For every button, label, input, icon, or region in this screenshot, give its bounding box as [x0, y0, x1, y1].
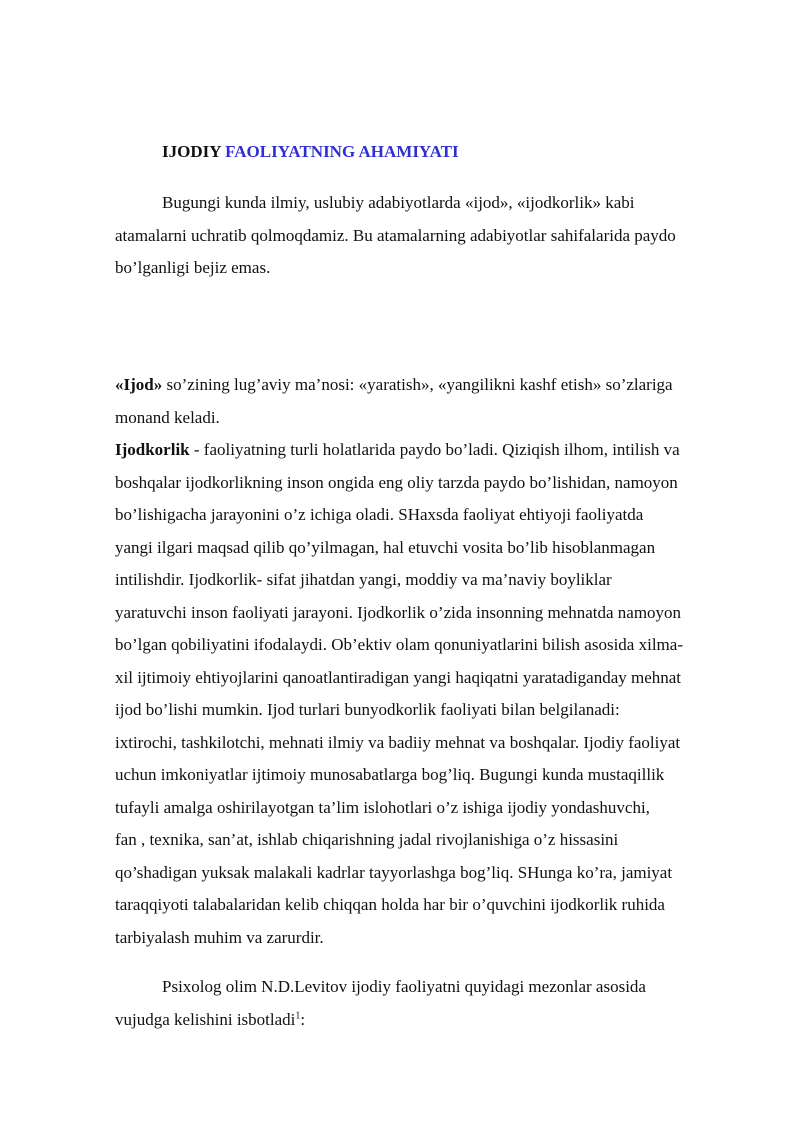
ijodkorlik-definition-line: [115, 434, 755, 467]
ijodkorlik-line: bo’lgan qobiliyatini ifodalaydi. Ob’ektiv olam qonuniyatlarini bilish asosida xilma-: [115, 635, 683, 654]
title-part-1: IJODIY: [162, 142, 221, 161]
ijod-definition-text: so’zining lug’aviy ma’nosi: «yaratish», «yangilikni kashf etish» so’zlariga: [162, 375, 673, 394]
ijodkorlik-line: boshqalar ijodkorlikning inson ongida eng oliy tarzda paydo bo’lishidan, namoyon: [115, 472, 678, 492]
ijodkorlik-line: uchun imkoniyatlar ijtimoiy munosabatlarga bog’liq. Bugungi kunda mustaqillik: [115, 765, 665, 784]
ijod-term: «Ijod»: [115, 375, 163, 394]
ijod-definition-paragraph: [115, 369, 755, 434]
levitov-colon: :: [300, 1009, 306, 1029]
ijodkorlik-definition-paragraph: [115, 434, 755, 954]
page-title: [162, 142, 459, 162]
ijodkorlik-line: yangi ilgari maqsad qilib qo’yilmagan, hal etuvchi vosita bo’lib hisoblanmagan: [115, 537, 656, 557]
ijodkorlik-line: bo’lishigacha jarayonini o’z ichiga oladi. SHaxsda faoliyat ehtiyoji faoliyatda: [115, 505, 644, 524]
ijodkorlik-line: tufayli amalga oshirilayotgan ta’lim islohotlari o’z ishiga ijodiy yondashuvchi,: [115, 797, 650, 817]
ijodkorlik-definition-text: - faoliyatning turli holatlarida paydo bo’ladi. Qiziqish ilhom, intilish va: [189, 440, 680, 459]
intro-line: bo’lganligi bejiz emas.: [115, 258, 271, 277]
intro-line: Bugungi kunda ilmiy, uslubiy adabiyotlarda «ijod», «ijodkorlik» kabi: [162, 193, 635, 212]
levitov-line: [115, 1004, 755, 1037]
ijodkorlik-line: intilishdir. Ijodkorlik- sifat jihatdan yangi, moddiy va ma’naviy boyliklar: [115, 570, 612, 589]
levitov-paragraph: [115, 971, 755, 1036]
ijodkorlik-line: ixtirochi, tashkilotchi, mehnati ilmiy va badiiy mehnat va boshqalar. Ijodiy faoliyat: [115, 732, 681, 752]
levitov-text: vujudga kelishini isbotladi: [115, 1009, 296, 1029]
ijod-definition-line: [115, 369, 755, 402]
intro-paragraph: [115, 187, 755, 285]
levitov-line: Psixolog olim N.D.Levitov ijodiy faoliyatni quyidagi mezonlar asosida: [162, 977, 646, 996]
footnote-reference[interactable]: 1: [295, 1009, 301, 1021]
title-part-2: FAOLIYATNING AHAMIYATI: [225, 142, 459, 161]
ijodkorlik-line: ijod bo’lishi mumkin. Ijod turlari bunyodkorlik faoliyati bilan belgilanadi:: [115, 700, 620, 719]
ijodkorlik-line: xil ijtimoiy ehtiyojlarini qanoatlantiradigan yangi haqiqatni yaratadiganday mehnat: [115, 667, 682, 687]
ijodkorlik-term: Ijodkorlik: [115, 440, 190, 459]
ijod-definition-line: monand keladi.: [115, 407, 220, 427]
ijodkorlik-line: fan , texnika, san’at, ishlab chiqarishning jadal rivojlanishiga o’z hissasini: [115, 830, 619, 849]
ijodkorlik-line: tarbiyalash muhim va zarurdir.: [115, 927, 324, 947]
intro-line: atamalarni uchratib qolmoqdamiz. Bu atamalarning adabiyotlar sahifalarida paydo: [115, 225, 676, 245]
ijodkorlik-line: yaratuvchi inson faoliyati jarayoni. Ijodkorlik o’zida insonning mehnatda namoyon: [115, 602, 682, 622]
ijodkorlik-line: taraqqiyoti talabalaridan kelib chiqqan holda har bir o’quvchini ijodkorlik ruhida: [115, 895, 665, 914]
ijodkorlik-line: qo’shadigan yuksak malakali kadrlar tayyorlashga bog’liq. SHunga ko’ra, jamiyat: [115, 862, 673, 882]
